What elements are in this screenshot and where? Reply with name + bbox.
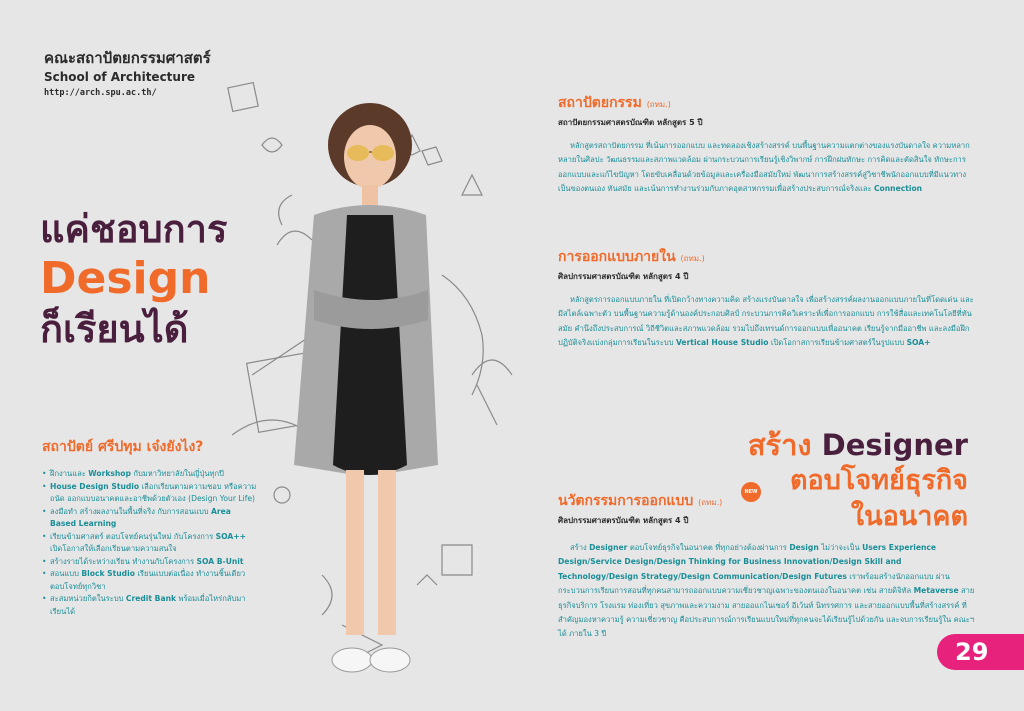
new-badge: NEW	[741, 482, 761, 502]
list-item: • House Design Studio เลือกเรียนตามความชอบ หรือความถนัด ออกแบบอนาคตและอาชีพด้วยตัวเอง (Design Your Life)	[42, 481, 257, 506]
section-body: หลักสูตรการออกแบบภายใน ที่เปิดกว้างทางความคิด สร้างแรงบันดาลใจ เพื่อสร้างสรรค์ผลงานออกแบบภายในที่โดดเด่น และมีสไตล์เฉพาะตัว บนพื้นฐานความรู้ด้านองค์ประกอบศิลป์ กระบวนการคิดวิเคราะห์เพื่อการออกแบบ การใช้สื่อและเทคโนโลยีที่ทันสมัย คำนึงถึงประสบการณ์ วิถีชีวิตและสภาพแวดล้อม รวมไปถึงเทรนด์การออกแบบเพื่ออนาคต เรียนรู้จากมืออาชีพ และลงมือฝึกปฏิบัติจริงแบ่งกลุ่มการเรียนในระบบ Vertical House Studio เปิดโอกาสการเรียนข้ามศาสตร์ในรูปแบบ SOA+	[558, 295, 974, 348]
degree-label: สถาปัตยกรรมศาสตรบัณฑิต หลักสูตร 5 ปี	[558, 118, 703, 127]
headline	[40, 205, 227, 353]
section-body: สร้าง Designer ตอบโจทย์ธุรกิจในอนาคต ที่ทุกอย่างต้องผ่านการ Design ไม่ว่าจะเป็น Users Experience Design/Service Design/Design Thinking for Business Innovation/Design Skill and Technology/Design Strategy/Design Communication/Design Futures เราพร้อมสร้างนักออกแบบ ผ่านกระบวนการเรียนการสอนที่ทุกคนสามารถออกแบบความเชี่ยวชาญเฉพาะของตนเองในอนาคต เช่น สายดิจิทัล Metaverse สายธุรกิจบริการ โรงแรม ท่องเที่ยว สุขภาพและความงาม สายออแกไนเซอร์ อีเว้นท์ นิทรรศการ และสายออกแบบพื้นที่สร้างสรรค์ ที่สำคัญมองหาความรู้ ความเชี่ยวชาญ คือประสบการณ์การเรียนแบบใหม่ที่ทุกคนจะได้เรียนรู้ไปด้วยกัน และจบการเรียนรู้ใน คณะฯ ได้ ภายใน 3 ปี	[558, 543, 975, 639]
student-illustration	[222, 75, 552, 695]
list-item: • ลงมือทำ สร้างผลงานในพื้นที่จริง กับการสอนแบบ Area Based Learning	[42, 506, 257, 531]
headline-line-1: แค่ชอบการ	[40, 207, 228, 251]
slogan-line-3: ในอนาคต	[850, 501, 968, 532]
section-body: หลักสูตรสถาปัตยกรรม ที่เน้นการออกแบบ และทดลองเชิงสร้างสรรค์ บนพื้นฐานความแตกต่างของแรงบันดาลใจ ความหลากหลายในศิลปะ วัฒนธรรมและสภาพแวดล้อม ผ่านกระบวนการเรียนรู้เชิงวิพากษ์ การฝึกฝนทักษะ การคิดและตัดสินใจ ทักษะการออกแบบและแก้ไขปัญหา โดยขับเคลื่อนด้วยข้อมูลและเครื่องมือสมัยใหม่ พัฒนาการสร้างสรรค์สู่วิชาชีพนักออกแบบที่มีแนวทางเป็นของตนเอง ทันสมัย และเน้นการทำงานร่วมกับภาคอุตสาหกรรมเพื่อสร้างประสบการณ์จริงและ Connection	[558, 141, 970, 194]
section-title: สถาปัตยกรรม (ถทม.)	[558, 95, 671, 111]
faculty-name-thai: คณะสถาปัตยกรรมศาสตร์	[44, 49, 211, 67]
degree-label: ศิลปกรรมศาสตรบัณฑิต หลักสูตร 4 ปี	[558, 272, 689, 281]
degree-label: ศิลปกรรมศาสตรบัณฑิต หลักสูตร 4 ปี	[558, 516, 689, 525]
page-number: 29	[937, 634, 1024, 670]
headline-line-3: ก็เรียนได้	[40, 307, 189, 351]
headline-line-2: Design	[40, 253, 211, 304]
list-item: • ฝึกงานและ Workshop กับมหาวิทยาลัยในญี่ปุ่นทุกปี	[42, 468, 257, 481]
list-item: • เรียนข้ามศาสตร์ ตอบโจทย์คนรุ่นใหม่ กับโครงการ SOA++ เปิดโอกาสให้เลือกเรียนตามความสนใจ	[42, 531, 257, 556]
section-design-innovation	[558, 490, 978, 642]
section-title: การออกแบบภายใน (ถทม.)	[558, 249, 705, 265]
feature-list	[42, 468, 257, 618]
section-interior-design	[558, 246, 976, 351]
faculty-url: http://arch.spu.ac.th/	[44, 88, 157, 98]
section-title: นวัตกรรมการออกแบบ (ถทม.)	[558, 493, 723, 509]
list-item: • สร้างรายได้ระหว่างเรียน ทำงานกับโครงการ SOA B-Unit	[42, 556, 257, 569]
list-item: • สะสมหน่วยกิตในระบบ Credit Bank พร้อมเมื่อไหร่กลับมาเรียนได้	[42, 593, 257, 618]
left-subheading: สถาปัตย์ ศรีปทุม เจ๋งยังไง?	[42, 439, 204, 455]
section-architecture	[558, 92, 976, 197]
list-item: • สอนแบบ Block Studio เรียนแบบต่อเนื่อง ทำงานชิ้นเดียวตอบโจทย์ทุกวิชา	[42, 568, 257, 593]
slogan-line-2: ตอบโจทย์ธุรกิจ	[790, 465, 968, 496]
faculty-name-english: School of Architecture	[44, 70, 196, 84]
slogan-line-1: สร้าง Designer	[747, 428, 968, 462]
